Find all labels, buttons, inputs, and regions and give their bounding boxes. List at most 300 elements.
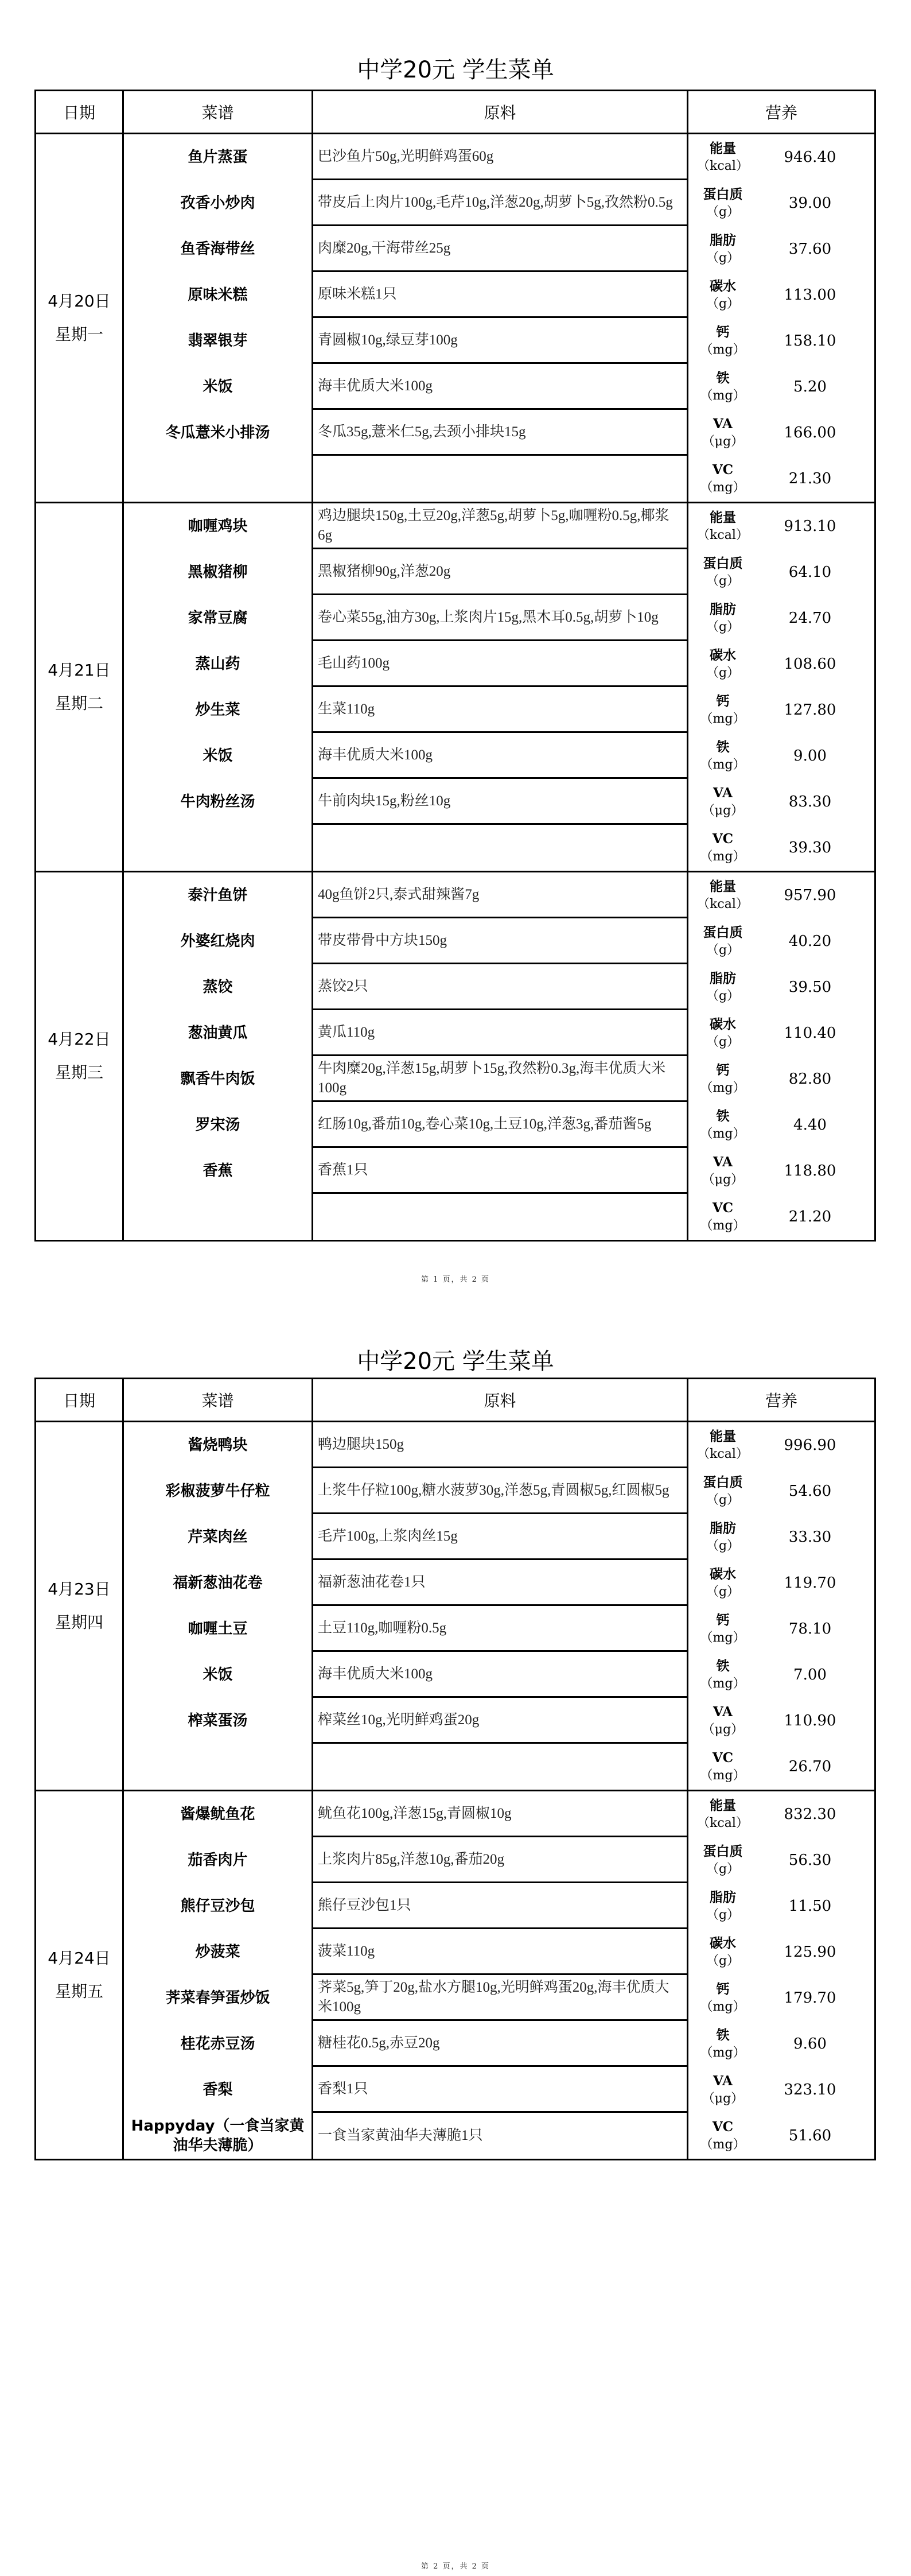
nutrient-value: 7.00 [793,1666,827,1683]
nutrient-label [688,1565,757,1601]
dish-name: 泰汁鱼饼 [188,887,248,904]
nutrient-name: VC [712,831,734,847]
nutrient-row [688,364,874,410]
nutrient-name: VC [712,1200,734,1216]
nutrient-label [688,692,757,728]
nutrient-name: VC [712,1750,734,1766]
dish-name: 家常豆腐 [188,610,248,627]
dish-name: 咖喱鸡块 [188,518,248,535]
ingredient-item: 冬瓜35g,薏米仁5g,去颈小排块15g [313,410,687,456]
nutrient-row [688,180,874,226]
dish-name: 鱼香海带丝 [180,240,255,258]
ingredient-item: 生菜110g [313,687,687,733]
nutrient-row [688,1698,874,1744]
date-cell [36,1422,123,1791]
dish-name: 蒸饺 [203,979,233,996]
nutrient-label [688,646,757,682]
nutrient-row [688,733,874,779]
date-label: 4月20日 [48,292,111,311]
nutrient-name: 能量 [710,141,736,156]
nutrient-name: 铁 [716,2027,730,2043]
date-cell [36,872,123,1241]
nutrient-row [688,1744,874,1790]
nutrient-label [688,738,757,774]
nutrient-name: VA [713,416,733,432]
nutrient-row [688,272,874,318]
nutrient-unit: （g） [706,620,740,634]
nutrient-value: 56.30 [788,1852,832,1869]
ingredient-item: 海丰优质大米100g [313,733,687,779]
nutrient-name: 铁 [716,370,730,386]
nutrient-row [688,1468,874,1514]
dish-name: 飘香牛肉饭 [180,1070,255,1088]
nutrient-row [688,318,874,364]
nutrient-unit: （μg） [702,434,744,449]
ingredient-item: 黄瓜110g [313,1010,687,1056]
nutrient-label [688,277,757,313]
nutrient-value: 26.70 [788,1758,832,1775]
dish-name: 米饭 [203,1666,233,1683]
dish-name: 香梨 [203,2081,233,2098]
dish-name: 酱烧鸭块 [188,1437,248,1454]
nutrient-name: 能量 [710,1429,736,1444]
nutrient-label [688,1015,757,1051]
nutrient-value: 54.60 [788,1483,832,1500]
nutrient-label [688,554,757,590]
nutrient-unit: （g） [706,574,740,588]
nutrient-label [688,969,757,1005]
ingredient-item: 荠菜5g,笋丁20g,盐水方腿10g,光明鲜鸡蛋20g,海丰优质大米100g [313,1975,687,2021]
dish-name: 福新葱油花卷 [173,1574,263,1592]
nutrient-value: 119.70 [784,1574,836,1592]
nutrient-row [688,226,874,272]
nutrient-row [688,1791,874,1837]
nutrient-label [688,924,757,959]
nutrient-label [688,369,757,405]
nutrient-row [688,872,874,918]
ingredient-item: 牛肉糜20g,洋葱15g,胡萝卜15g,孜然粉0.3g,海丰优质大米100g [313,1056,687,1102]
ingredient-item: 牛前肉块15g,粉丝10g [313,779,687,825]
weekday-label: 星期二 [54,694,103,713]
nutrient-label [688,1842,757,1878]
nutrient-name: 铁 [716,1658,730,1674]
nutrient-name: 蛋白质 [703,1844,743,1859]
nutrient-row [688,456,874,502]
weekday-label: 星期三 [54,1063,103,1082]
nutrient-label [688,1473,757,1509]
nutrient-unit: （mg） [700,1127,746,1141]
nutrient-unit: （mg） [700,389,746,403]
nutrient-unit: （kcal） [697,528,749,542]
ingredient-item: 青圆椒10g,绿豆芽100g [313,318,687,364]
nutrient-label [688,509,757,544]
day-row [36,134,875,503]
dish-name [124,1744,312,1790]
nutrient-value: 957.90 [784,887,836,904]
nutrient-row [688,1929,874,1975]
weekday-label: 星期一 [54,325,103,344]
nutrient-unit: （μg） [702,1173,744,1187]
ingredients-cell [313,872,688,1241]
header-ingredients: 原料 [313,91,688,134]
nutrient-row [688,2113,874,2159]
nutrient-row [688,1883,874,1929]
nutrient-value: 323.10 [784,2081,836,2098]
nutrient-label [688,231,757,267]
nutrient-unit: （mg） [700,849,746,864]
nutrient-name: 脂肪 [710,971,736,986]
nutrient-unit: （kcal） [697,159,749,173]
dish-name [124,456,312,502]
dish-name [124,825,312,871]
nutrient-unit: （mg） [700,1219,746,1233]
nutrient-value: 166.00 [784,424,836,441]
dish-name: Happyday（一食当家黄油华夫薄脆） [131,2117,305,2154]
nutrient-label [688,1427,757,1463]
nutrient-unit: （g） [706,1539,740,1553]
day-row [36,1791,875,2160]
day-row [36,872,875,1241]
nutrient-name: 脂肪 [710,1890,736,1905]
header-menu: 菜谱 [123,91,313,134]
nutrient-row [688,918,874,964]
dish-name: 荠菜春笋蛋炒饭 [165,1989,270,2007]
nutrient-row [688,1837,874,1883]
dish-name: 牛肉粉丝汤 [180,793,255,810]
nutrient-unit: （g） [706,1493,740,1507]
dish-name: 香蕉 [203,1162,233,1180]
ingredient-item: 黑椒猪柳90g,洋葱20g [313,549,687,595]
ingredient-item [313,456,687,502]
nutrient-value: 21.20 [788,1208,832,1225]
ingredient-item: 蒸饺2只 [313,964,687,1010]
nutrient-label [688,1199,757,1235]
nutrient-unit: （mg） [700,1081,746,1095]
ingredient-item [313,1744,687,1790]
nutrient-value: 24.70 [788,610,832,627]
nutrient-unit: （g） [706,297,740,311]
nutrient-name: 碳水 [710,278,736,294]
nutrient-unit: （g） [706,205,740,219]
nutrient-unit: （μg） [702,804,744,818]
nutrient-name: 蛋白质 [703,925,743,940]
nutrient-unit: （g） [706,1908,740,1922]
ingredient-item: 土豆110g,咖喱粉0.5g [313,1606,687,1652]
nutrient-value: 113.00 [784,286,836,304]
ingredient-item [313,825,687,871]
dish-name: 炒菠菜 [195,1943,240,1961]
page-2-days [36,1422,875,2160]
nutrient-label [688,1107,757,1143]
ingredient-item: 带皮后上肉片100g,毛芹10g,洋葱20g,胡萝卜5g,孜然粉0.5g [313,180,687,226]
dish-name: 米饭 [203,378,233,395]
ingredient-item: 海丰优质大米100g [313,1652,687,1698]
nutrient-unit: （mg） [700,1631,746,1645]
nutrient-unit: （kcal） [697,1816,749,1830]
nutrient-value: 11.50 [788,1898,832,1915]
nutrient-value: 913.10 [784,518,836,535]
nutrient-row [688,1148,874,1194]
ingredient-item: 香梨1只 [313,2067,687,2113]
nutrient-unit: （g） [706,1954,740,1968]
nutrient-name: 能量 [710,1798,736,1813]
ingredient-item: 香蕉1只 [313,1148,687,1194]
nutrient-value: 39.00 [788,195,832,212]
header-nutrition: 营养 [688,1379,875,1422]
ingredient-item: 巴沙鱼片50g,光明鲜鸡蛋60g [313,134,687,180]
nutrient-value: 996.90 [784,1437,836,1454]
ingredients-cell [313,1422,688,1791]
nutrition-cell [688,134,875,503]
nutrient-unit: （mg） [700,712,746,726]
nutrient-name: VA [713,785,733,801]
menu-cell [123,1791,313,2160]
nutrient-value: 110.90 [784,1712,836,1729]
nutrient-name: 能量 [710,879,736,894]
menu-cell [123,872,313,1241]
dish-name: 榨菜蛋汤 [188,1712,248,1729]
dish-name: 冬瓜薏米小排汤 [165,424,270,441]
nutrient-label [688,461,757,496]
nutrient-label [688,1657,757,1693]
dish-name: 原味米糕 [188,286,248,304]
page-footer: 第 2 页，共 2 页 [421,2562,490,2571]
ingredient-item: 卷心菜55g,油方30g,上浆肉片15g,黑木耳0.5g,胡萝卜10g [313,595,687,641]
date-label: 4月23日 [48,1580,111,1599]
header-nutrition: 营养 [688,91,875,134]
ingredient-item: 福新葱油花卷1只 [313,1560,687,1606]
nutrient-unit: （mg） [700,1677,746,1691]
nutrient-value: 832.30 [784,1806,836,1823]
nutrient-value: 179.70 [784,1989,836,2007]
nutrient-row [688,134,874,180]
nutrient-value: 64.10 [788,564,832,581]
dish-name [124,1194,312,1240]
nutrient-value: 39.30 [788,839,832,856]
ingredient-item: 毛山药100g [313,641,687,687]
ingredient-item: 40g鱼饼2只,泰式甜辣酱7g [313,872,687,918]
ingredient-item: 带皮带骨中方块150g [313,918,687,964]
nutrient-label [688,1888,757,1924]
nutrient-row [688,503,874,549]
nutrient-name: 蛋白质 [703,187,743,202]
nutrient-name: 铁 [716,739,730,755]
nutrient-name: 脂肪 [710,232,736,248]
ingredient-item: 上浆肉片85g,洋葱10g,番茄20g [313,1837,687,1883]
dish-name: 蒸山药 [195,655,240,673]
nutrient-unit: （mg） [700,480,746,495]
page-title: 中学20元 学生菜单 [357,1348,554,1375]
nutrient-row [688,1606,874,1652]
ingredient-item: 海丰优质大米100g [313,364,687,410]
nutrient-unit: （g） [706,943,740,957]
nutrient-unit: （g） [706,1862,740,1876]
nutrient-value: 9.00 [793,747,827,765]
ingredient-item: 鸭边腿块150g [313,1422,687,1468]
nutrient-value: 33.30 [788,1528,832,1546]
nutrient-name: VC [712,2119,734,2135]
dish-name: 咖喱土豆 [188,1620,248,1638]
nutrient-row [688,1975,874,2021]
nutrient-name: VA [713,1704,733,1720]
nutrient-value: 946.40 [784,149,836,166]
nutrient-name: 铁 [716,1108,730,1124]
ingredient-item: 鱿鱼花100g,洋葱15g,青圆椒10g [313,1791,687,1837]
dish-name: 罗宋汤 [195,1116,240,1134]
nutrient-value: 21.30 [788,470,832,487]
nutrient-row [688,2067,874,2113]
dish-name: 孜香小炒肉 [180,195,255,212]
date-label: 4月24日 [48,1949,111,1968]
nutrient-value: 108.60 [784,655,836,673]
nutrient-unit: （g） [706,251,740,265]
dish-name: 米饭 [203,747,233,765]
nutrient-value: 127.80 [784,701,836,719]
dish-name: 熊仔豆沙包 [180,1898,255,1915]
nutrient-value: 5.20 [793,378,827,395]
dish-name: 鱼片蒸蛋 [188,149,248,166]
nutrient-row [688,687,874,733]
date-label: 4月21日 [48,661,111,680]
nutrient-value: 125.90 [784,1943,836,1961]
nutrient-label [688,1061,757,1097]
nutrient-unit: （g） [706,666,740,680]
page-title: 中学20元 学生菜单 [357,57,554,83]
dish-name: 炒生菜 [195,701,240,719]
nutrient-label [688,2072,757,2108]
nutrient-unit: （mg） [700,1768,746,1783]
nutrient-unit: （g） [706,1035,740,1049]
nutrient-name: 能量 [710,510,736,525]
nutrient-name: VC [712,462,734,478]
nutrient-name: 脂肪 [710,1520,736,1536]
nutrient-name: VA [713,1154,733,1170]
nutrient-name: 碳水 [710,1017,736,1032]
date-label: 4月22日 [48,1030,111,1049]
nutrient-value: 37.60 [788,240,832,258]
nutrient-value: 110.40 [784,1025,836,1042]
nutrient-unit: （kcal） [697,1447,749,1461]
nutrient-label [688,139,757,175]
dish-name: 芹菜肉丝 [188,1528,248,1546]
nutrient-row [688,2021,874,2067]
nutrient-value: 82.80 [788,1070,832,1088]
nutrient-unit: （g） [706,989,740,1003]
nutrient-label [688,1153,757,1189]
nutrition-cell [688,872,875,1241]
nutrition-cell [688,1791,875,2160]
nutrient-unit: （mg） [700,2000,746,2014]
nutrient-label [688,323,757,359]
nutrition-cell [688,503,875,872]
header-date: 日期 [36,91,123,134]
nutrient-value: 83.30 [788,793,832,810]
dish-name: 葱油黄瓜 [188,1025,248,1042]
table-header-row [36,91,875,134]
ingredients-cell [313,134,688,503]
nutrient-name: 蛋白质 [703,556,743,571]
nutrient-row [688,410,874,456]
weekday-label: 星期四 [54,1613,103,1632]
nutrient-name: 钙 [716,1612,730,1628]
dish-name: 外婆红烧肉 [180,933,255,950]
nutrient-value: 51.60 [788,2127,832,2144]
menu-cell [123,503,313,872]
nutrient-row [688,1422,874,1468]
nutrient-row [688,1194,874,1240]
nutrient-name: 钙 [716,1981,730,1997]
nutrient-name: VA [713,2073,733,2089]
day-row [36,503,875,872]
nutrient-row [688,825,874,871]
dish-name: 桂花赤豆汤 [180,2035,255,2053]
dish-name: 翡翠银芽 [188,332,248,350]
ingredient-item: 一食当家黄油华夫薄脆1只 [318,2128,483,2143]
nutrient-row [688,964,874,1010]
nutrient-row [688,779,874,825]
nutrient-label [688,1749,757,1784]
nutrient-value: 4.40 [793,1116,827,1134]
nutrient-row [688,549,874,595]
ingredient-item: 红肠10g,番茄10g,卷心菜10g,土豆10g,洋葱3g,番茄酱5g [313,1102,687,1148]
nutrient-label [688,1980,757,2016]
nutrient-unit: （mg） [700,2046,746,2060]
dish-name: 茄香肉片 [188,1852,248,1869]
ingredient-item: 熊仔豆沙包1只 [313,1883,687,1929]
nutrient-value: 158.10 [784,332,836,350]
nutrient-label [688,2118,757,2154]
nutrient-label [688,185,757,221]
nutrient-label [688,1934,757,1970]
nutrient-row [688,1056,874,1102]
ingredients-cell [313,1791,688,2160]
nutrient-name: 钙 [716,324,730,340]
header-menu: 菜谱 [123,1379,313,1422]
header-date: 日期 [36,1379,123,1422]
date-cell [36,134,123,503]
ingredient-item [313,1194,687,1240]
dish-name: 彩椒菠萝牛仔粒 [165,1483,270,1500]
ingredient-item: 糖桂花0.5g,赤豆20g [313,2021,687,2067]
nutrient-row [688,1514,874,1560]
nutrient-label [688,830,757,866]
nutrient-label [688,1797,757,1832]
weekday-label: 星期五 [54,1982,103,2001]
nutrient-row [688,595,874,641]
nutrient-name: 钙 [716,693,730,709]
nutrient-name: 蛋白质 [703,1475,743,1490]
date-cell [36,503,123,872]
nutrition-cell [688,1422,875,1791]
menu-cell [123,1422,313,1791]
nutrient-row [688,1102,874,1148]
menu-table [34,90,876,1242]
nutrient-label [688,600,757,636]
nutrient-name: 钙 [716,1062,730,1078]
nutrient-label [688,784,757,820]
nutrient-value: 78.10 [788,1620,832,1638]
nutrient-unit: （mg） [700,758,746,772]
nutrient-value: 9.60 [793,2035,827,2053]
nutrient-label [688,1611,757,1647]
nutrient-unit: （μg） [702,1722,744,1737]
nutrient-value: 118.80 [784,1162,836,1180]
nutrient-label [688,1703,757,1739]
nutrient-row [688,641,874,687]
nutrient-label [688,878,757,913]
date-cell [36,1791,123,2160]
nutrient-row [688,1010,874,1056]
